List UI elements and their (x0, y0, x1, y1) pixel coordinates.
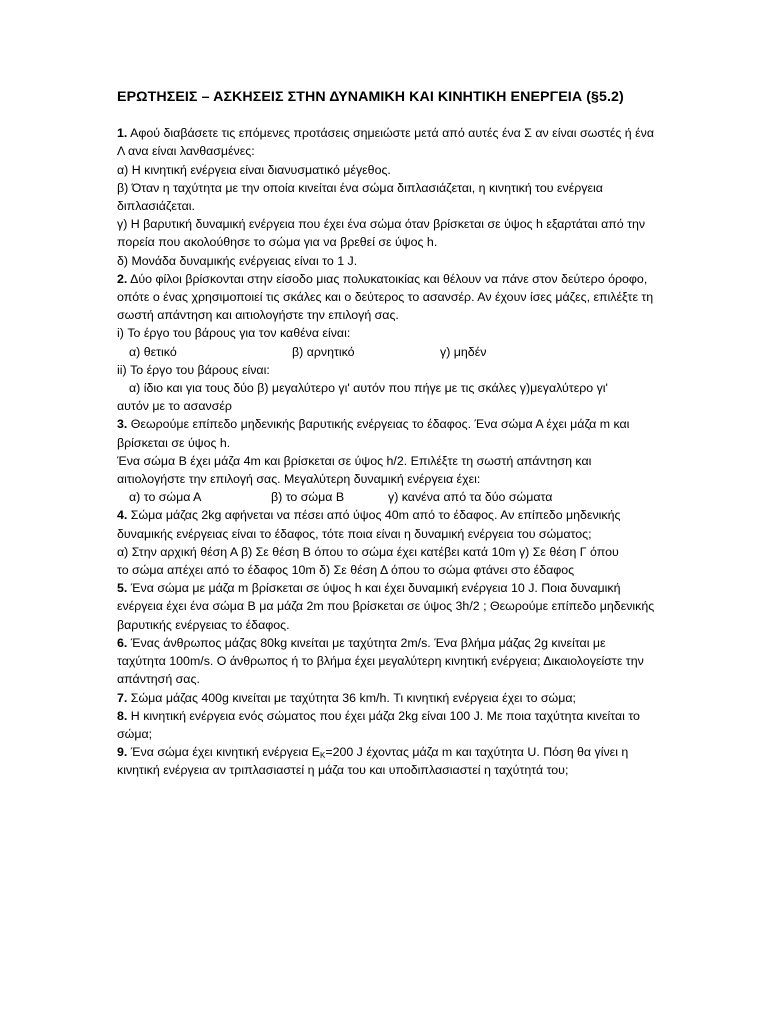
statement-b: β) Όταν η ταχύτητα με την οποία κινείται ένα σώμα διπλασιάζεται, η κινητική του ενέργεια διπλασιάζεται. (117, 180, 603, 214)
options-4-line2: το σώμα απέχει από το έδαφος 10m δ) Σε θέση Δ όπου το σώμα φτάνει στο έδαφος (117, 563, 575, 578)
question-number: 1. (117, 126, 128, 141)
question-text-post: =200 J έχοντας μάζα m και ταχύτητα U. Πόση θα γίνει η κινητική ενέργεια αν τριπλασιαστεί η μάζα του και υποδιπλασιαστεί η ταχύτητά του; (117, 745, 629, 778)
question-text: Θεωρούμε επίπεδο μηδενικής βαρυτικής ενέργειας το έδαφος. Ένα σώμα Α έχει μάζα m και βρίσκεται σε ύψος h. (117, 417, 630, 450)
option-c: γ) μηδέν (440, 344, 487, 359)
question-number: 2. (117, 271, 128, 286)
statement-a: α) Η κινητική ενέργεια είναι διανυσματικό μέγεθος. (117, 162, 391, 177)
subquestion-ii: ii) Το έργο του βάρους είναι: (117, 362, 270, 377)
question-number: 3. (117, 417, 128, 432)
question-text: Ένας άνθρωπος μάζας 80kg κινείται με ταχύτητα 2m/s. Ένα βλήμα μάζας 2g κινείται με ταχύτητα 100m/s. Ο άνθρωπος ή το βλήμα έχει μεγαλύτερη κινητική ενέργεια; Δικαιολογείστε την απάντησή σας. (117, 635, 644, 687)
option-b: β) το σώμα Β (271, 490, 345, 505)
question-number: 4. (117, 508, 128, 523)
options-ii: α) ίδιο και για τους δύο β) μεγαλύτερο γι' αυτόν που πήγε με τις σκάλες γ)μεγαλύτερο γι' (129, 381, 608, 396)
worksheet (117, 88, 657, 780)
option-a: α) το σώμα Α (129, 490, 202, 505)
question-text: Δύο φίλοι βρίσκονται στην είσοδο μιας πολυκατοικίας και θέλουν να πάνε στον δεύτερο όροφο, οπότε ο ένας χρησιμοποιεί τις σκάλες και ο δεύτερος το ασανσέρ. Αν έχουν ίσες μάζες, επιλέξτε τη σωστή απάντηση και αιτιολογήστε την επιλογή σας. (117, 271, 654, 323)
question-7 (117, 689, 657, 707)
question-9 (117, 743, 657, 779)
options-4-line1: α) Στην αρχική θέση Α β) Σε θέση Β όπου το σώμα έχει κατέβει κατά 10m γ) Σε θέση Γ όπου (117, 544, 619, 559)
subquestion-i: i) Το έργο του βάρους για τον καθένα είναι: (117, 326, 351, 341)
question-1 (117, 124, 657, 160)
option-c: γ) κανένα από τα δύο σώματα (388, 490, 553, 505)
question-text: Η κινητική ενέργεια ενός σώματος που έχει μάζα 2kg είναι 100 J. Με ποια ταχύτητα κινείται το σώμα; (117, 708, 640, 741)
question-number: 8. (117, 708, 128, 723)
question-text (117, 745, 628, 777)
question-text: Σώμα μάζας 2kg αφήνεται να πέσει από ύψος 40m από το έδαφος. Αν επίπεδο μηδενικής δυναμικής ενέργειας είναι το έδαφος, τότε ποια είναι η δυναμική ενέργεια του σώματος; (117, 508, 621, 541)
question-text: Ένα σώμα με μάζα m βρίσκεται σε ύψος h και έχει δυναμική ενέργεια 10 J. Ποια δυναμική ενέργεια έχει ένα σώμα Β μα μάζα 2m που βρίσκεται σε ύψος 3h/2 ; Θεωρούμε επίπεδο μηδενικής βαρυτικής ενέργειας το έδαφος. (117, 581, 655, 632)
statement-d: δ) Μονάδα δυναμικής ενέργειας είναι το 1 J. (117, 253, 358, 268)
question-number: 9. (117, 745, 128, 760)
question-text: Αφού διαβάσετε τις επόμενες προτάσεις σημειώστε μετά από αυτές ένα Σ αν είναι σωστές ή ένα Λ ανα είναι λανθασμένες: (117, 126, 655, 159)
question-8 (117, 707, 657, 743)
question-text-pre: Ένα σώμα έχει κινητική ενέργεια Ε (130, 745, 320, 760)
statement-c: γ) Η βαρυτική δυναμική ενέργεια που έχει ένα σώμα όταν βρίσκεται σε ύψος h εξαρτάται από την πορεία που ακολούθησε το σώμα για να βρεθεί σε ύψος h. (117, 217, 646, 250)
question-6 (117, 634, 657, 689)
question-number: 6. (117, 635, 128, 650)
options-ii-cont: αυτόν με το ασανσέρ (117, 399, 232, 414)
question-2 (117, 270, 657, 325)
question-number: 7. (117, 690, 128, 705)
question-3 (117, 415, 657, 451)
page-title: ΕΡΩΤΗΣΕΙΣ – ΑΣΚΗΣΕΙΣ ΣΤΗΝ ΔΥΝΑΜΙΚΗ ΚΑΙ ΚΙΝΗΤΙΚΗ ΕΝΕΡΓΕΙΑ (§5.2) (117, 89, 624, 105)
question-number: 5. (117, 581, 128, 596)
question-5 (117, 579, 657, 634)
energy-subscript: K (319, 751, 326, 761)
question-3-text2: Ένα σώμα Β έχει μάζα 4m και βρίσκεται σε ύψος h/2. Επιλέξτε τη σωστή απάντηση και αιτιολογήστε την επιλογή σας. Μεγαλύτερη δυναμική ενέργεια έχει: (117, 453, 592, 487)
question-4 (117, 506, 657, 542)
option-b: β) αρνητικό (292, 344, 355, 359)
options-i (117, 343, 657, 361)
question-text: Σώμα μάζας 400g κινείται με ταχύτητα 36 km/h. Τι κινητική ενέργεια έχει το σώμα; (130, 690, 576, 705)
option-a: α) θετικό (129, 344, 177, 359)
options-3 (117, 488, 657, 506)
